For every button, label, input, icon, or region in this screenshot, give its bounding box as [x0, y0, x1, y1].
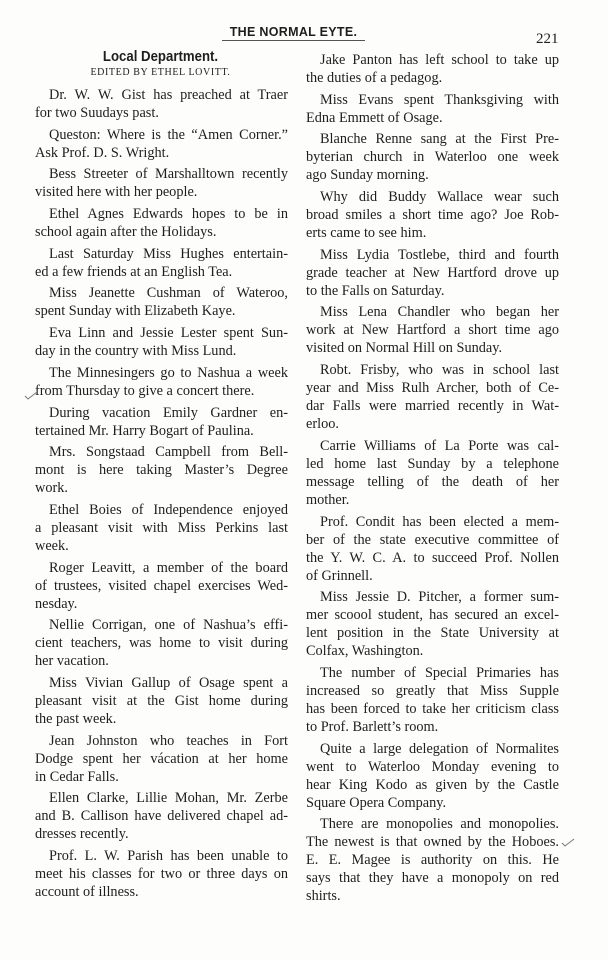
- news-item: [35, 559, 288, 613]
- text-line: Queston: Where is the “Amen Corner.”: [49, 126, 288, 143]
- text-line: school again after the Holidays.: [35, 224, 217, 241]
- text-line: to Prof. Barlett’s room.: [306, 718, 439, 735]
- text-line: the Y. W. C. A. to succeed Prof. Nollen: [306, 549, 559, 566]
- text-line: to the Falls on Saturday.: [306, 282, 445, 299]
- text-line: of trustees, visited chapel exercises Wed-: [35, 577, 288, 594]
- text-line: hear King Kodo as given by the Castle: [306, 776, 559, 793]
- text-line: her vacation.: [35, 653, 109, 670]
- text-line: Jake Panton has left school to take up: [320, 52, 559, 68]
- text-line: Ethel Boies of Independence enjoyed: [49, 501, 288, 518]
- text-line: meet his classes for two or three days on: [35, 866, 288, 882]
- news-item: [35, 616, 288, 670]
- text-line: visited on Normal Hill on Sunday.: [306, 340, 503, 357]
- right-column: [306, 51, 559, 909]
- pencil-check-mark-icon: [561, 837, 575, 847]
- text-line: for two Suudays past.: [35, 105, 159, 121]
- news-item: [306, 303, 559, 357]
- news-item: [35, 245, 288, 281]
- text-line: erloo.: [306, 416, 339, 433]
- news-item: [35, 674, 288, 728]
- text-line: During vacation Emily Gardner en-: [49, 404, 288, 421]
- section-title: Local Department.: [102, 48, 219, 65]
- news-item: [35, 789, 288, 843]
- text-line: account of illness.: [35, 884, 139, 900]
- text-line: week.: [35, 537, 69, 554]
- text-line: message telling of the death of her: [306, 473, 559, 490]
- text-line: Edna Emmett of Osage.: [306, 109, 443, 126]
- news-item: [35, 847, 288, 901]
- text-line: ed a few friends at an English Tea.: [35, 263, 233, 280]
- text-line: went to Waterloo Monday evening to: [306, 758, 559, 775]
- text-line: Dr. W. W. Gist has preached at Traer: [49, 87, 288, 103]
- news-item: [35, 324, 288, 360]
- text-line: Jean Johnston who teaches in Fort: [49, 732, 288, 749]
- news-item: [35, 732, 288, 786]
- text-line: Blanche Renne sang at the First Pre-: [320, 131, 559, 148]
- text-line: Roger Leavitt, a member of the board: [49, 559, 288, 576]
- news-item: [35, 404, 288, 440]
- text-line: Nellie Corrigan, one of Nashua’s effi-: [49, 617, 288, 634]
- text-line: erts came to see him.: [306, 225, 427, 242]
- running-title: THE NORMAL EYTE.: [222, 25, 365, 41]
- text-line: Prof. L. W. Parish has been unable to: [49, 848, 288, 864]
- text-line: nesday.: [35, 595, 78, 612]
- news-item: [306, 588, 559, 660]
- news-item: [306, 91, 559, 127]
- text-line: and B. Callison have delivered chapel ad-: [35, 808, 288, 825]
- news-item: [35, 364, 288, 400]
- text-line: Colfax, Washington.: [306, 643, 424, 660]
- text-line: The newest is that owned by the Hoboes.: [306, 834, 559, 851]
- news-item: [306, 513, 559, 585]
- text-line: Last Saturday Miss Hughes entertain-: [49, 245, 288, 262]
- text-line: visited here with her people.: [35, 184, 198, 201]
- text-line: from Thursday to give a concert there.: [35, 382, 255, 399]
- text-line: broad smiles a short time ago? Joe Rob-: [306, 207, 559, 224]
- text-line: work at New Hartford a short time ago: [306, 322, 559, 339]
- text-line: shirts.: [306, 888, 341, 905]
- news-item: [35, 165, 288, 201]
- text-line: Bess Streeter of Marshalltown recently: [49, 166, 288, 183]
- text-line: the past week.: [35, 710, 117, 727]
- text-line: lent position in the State University at: [306, 625, 559, 642]
- text-line: Mrs. Songstaad Campbell from Bell-: [49, 444, 288, 461]
- news-item: [306, 437, 559, 509]
- text-line: Dodge spent her vácation at her home: [35, 750, 288, 767]
- text-line: cient teachers, was home to visit during: [35, 635, 288, 652]
- news-item: [306, 246, 559, 300]
- text-line: day in the country with Miss Lund.: [35, 343, 237, 360]
- text-line: the duties of a pedagog.: [306, 70, 443, 86]
- text-line: Miss Lena Chandler who began her: [320, 304, 559, 321]
- text-line: dresses recently.: [35, 826, 129, 843]
- text-line: Miss Jessie D. Pitcher, a former sum-: [320, 589, 559, 606]
- news-item: [35, 126, 288, 162]
- text-line: ago Sunday morning.: [306, 167, 429, 184]
- text-line: Eva Linn and Jessie Lester spent Sun-: [49, 325, 288, 342]
- news-item: [306, 664, 559, 736]
- text-line: Carrie Williams of La Porte was cal-: [320, 437, 559, 454]
- news-item: [306, 361, 559, 433]
- text-line: Miss Jeanette Cushman of Wateroo,: [49, 285, 288, 302]
- editor-credit: EDITED BY ETHEL LOVITT.: [90, 67, 231, 78]
- news-item: [306, 740, 559, 812]
- text-line: Ethel Agnes Edwards hopes to be in: [49, 206, 288, 223]
- news-item: [35, 443, 288, 497]
- text-line: Why did Buddy Wallace wear such: [320, 189, 559, 206]
- text-line: work.: [35, 480, 68, 497]
- text-line: There are monopolies and monopolies.: [320, 816, 559, 833]
- text-line: Miss Evans spent Thanksgiving with: [320, 91, 559, 108]
- text-line: mont is here taking Master’s Degree: [35, 462, 288, 479]
- text-line: a pleasant visit with Miss Perkins last: [35, 519, 288, 536]
- text-line: has been forced to take her criticism class: [306, 700, 559, 717]
- text-line: says that they have a monopoly on red: [306, 870, 559, 887]
- text-line: pleasant visit at the Gist home during: [35, 692, 288, 709]
- text-line: grade teacher at New Hartford drove up: [306, 264, 559, 281]
- text-line: Miss Lydia Tostlebe, third and fourth: [320, 246, 559, 263]
- text-line: Prof. Condit has been elected a mem-: [320, 513, 559, 530]
- text-line: tertained Mr. Harry Bogart of Paulina.: [35, 422, 254, 439]
- text-line: led home last Sunday by a telephone: [306, 455, 559, 472]
- text-line: year and Miss Rulh Archer, both of Ce-: [306, 380, 559, 397]
- left-column: [35, 86, 288, 905]
- text-line: ber of the state executive committee of: [306, 531, 559, 548]
- text-line: mother.: [306, 491, 350, 508]
- news-item: [35, 86, 288, 122]
- news-item: [306, 51, 559, 87]
- news-item: [35, 284, 288, 320]
- text-line: The number of Special Primaries has: [320, 664, 559, 681]
- news-item: [35, 205, 288, 241]
- text-line: increased so greatly that Miss Supple: [306, 682, 559, 699]
- text-line: spent Sunday with Elizabeth Kaye.: [35, 303, 236, 320]
- text-line: in Cedar Falls.: [35, 768, 119, 785]
- pencil-check-mark-icon: [24, 390, 38, 400]
- news-item: [306, 188, 559, 242]
- text-line: The Minnesingers go to Nashua a week: [49, 364, 288, 381]
- text-line: of Grinnell.: [306, 567, 373, 584]
- text-line: dar Falls were married recently in Wat-: [306, 398, 559, 415]
- text-line: Ask Prof. D. S. Wright.: [35, 144, 170, 161]
- news-item: [306, 130, 559, 184]
- news-item: [306, 815, 559, 905]
- text-line: Ellen Clarke, Lillie Mohan, Mr. Zerbe: [49, 790, 288, 807]
- text-line: Miss Vivian Gallup of Osage spent a: [49, 674, 288, 691]
- text-line: mer scoool student, has secured an excel-: [306, 607, 559, 624]
- text-line: Robt. Frisby, who was in school last: [320, 362, 559, 379]
- news-item: [35, 501, 288, 555]
- page-number: 221: [536, 31, 559, 47]
- text-line: E. E. Magee is authority on this. He: [306, 852, 559, 869]
- text-line: byterian church in Waterloo one week: [306, 149, 559, 166]
- text-line: Square Opera Company.: [306, 794, 447, 811]
- text-line: Quite a large delegation of Normalites: [320, 740, 559, 757]
